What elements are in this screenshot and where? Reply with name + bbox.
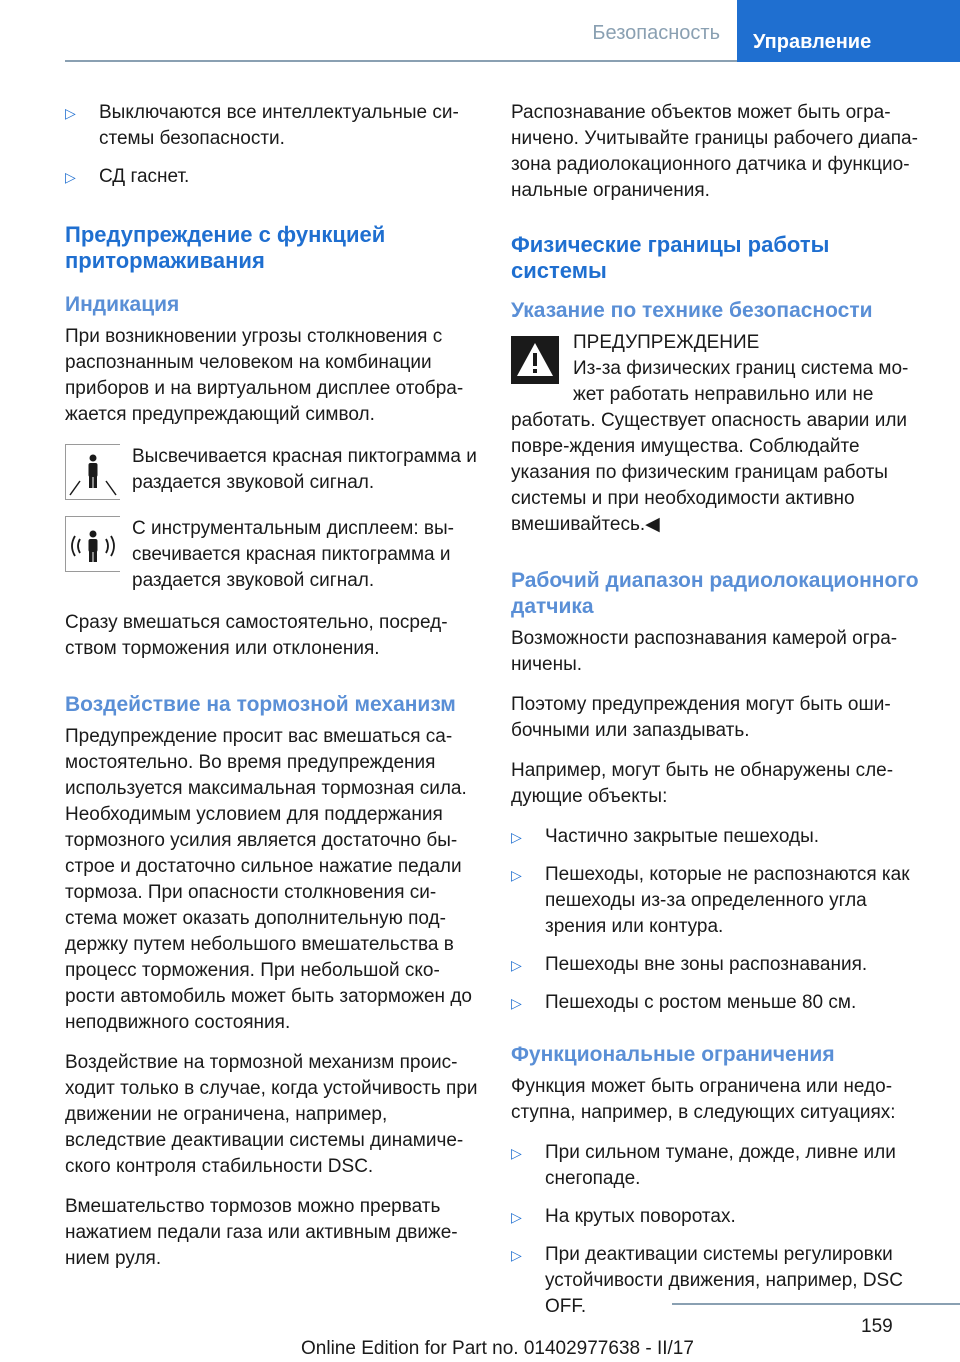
subsection-heading: Воздействие на тормозной механизм xyxy=(65,693,456,716)
list-item-text: Пешеходы вне зоны распознавания. xyxy=(545,954,868,975)
section-heading: Физические границы работы системы xyxy=(511,232,830,283)
list-item-text: Пешеходы с ростом меньше 80 см. xyxy=(545,992,857,1013)
paragraph: Вмешательство тормозов можно прервать нажатием педали газа или активным движе-нием руля. xyxy=(65,1196,458,1269)
paragraph: Функция может быть ограничена или недо-ступна, например, в следующих ситуациях: xyxy=(511,1076,896,1123)
list-item xyxy=(511,1140,931,1192)
bullet-marker: ▷ xyxy=(511,995,522,1011)
list-item xyxy=(511,952,931,978)
section-heading: Предупреждение с функцией притормаживания xyxy=(65,222,386,273)
paragraph: Сразу вмешаться самостоятельно, посред-ством торможения или отклонения. xyxy=(65,612,448,659)
right-column xyxy=(511,100,931,1332)
bullet-marker: ▷ xyxy=(65,105,76,121)
list-item-text: Выключаются все интеллектуальные си-стемы безопасности. xyxy=(99,102,459,149)
bullet-marker: ▷ xyxy=(511,1247,522,1263)
list-item-text: При деактивации системы регулировки устойчивости движения, например, DSC OFF. xyxy=(545,1244,903,1317)
left-column xyxy=(65,100,479,1272)
bullet-marker: ▷ xyxy=(511,1145,522,1161)
active-section-tab xyxy=(737,0,960,62)
subsection-heading: Функциональные ограничения xyxy=(511,1043,835,1066)
list-item-text: На крутых поворотах. xyxy=(545,1206,736,1227)
list-item xyxy=(511,990,931,1016)
paragraph: Распознавание объектов может быть огра-ничено. Учитывайте границы рабочего диапа-зона радиолокационного датчика и функцио-нальные ограничения. xyxy=(511,102,918,201)
list-item xyxy=(511,1204,931,1230)
subsection-heading: Индикация xyxy=(65,293,180,316)
paragraph: Например, могут быть не обнаружены сле-дующие объекты: xyxy=(511,760,894,807)
list-item xyxy=(65,164,479,190)
bullet-marker: ▷ xyxy=(511,829,522,845)
paragraph: Предупреждение просит вас вмешаться са-мостоятельно. Во время предупреждения используется максимальная тормозная сила. Необходимым условием для поддержания тормозного усилия является достаточно бы-строе и достаточно сильное нажатие педали тормоза. При опасности столкновения си-стема может оказать дополнительную под-держку путем небольшого вмешательства в процесс торможения. При небольшой ско-рости автомобиль может быть заторможен до неподвижного состояния. xyxy=(65,726,472,1033)
active-section-label: Управление xyxy=(753,31,872,53)
bullet-marker: ▷ xyxy=(65,169,76,185)
warning-triangle-icon xyxy=(511,336,559,384)
page-header xyxy=(0,0,960,62)
page-number: 159 xyxy=(861,1316,893,1337)
footer-rule xyxy=(672,1303,960,1305)
list-item-text: СД гаснет. xyxy=(99,166,190,187)
paragraph: Воздействие на тормозной механизм проис-ходит только в случае, когда устойчивость при движении не ограничена, например, вследствие деактивации системы динамиче-ского контроля стабильности DSC. xyxy=(65,1052,478,1177)
pictogram-row xyxy=(65,444,479,500)
pedestrian-warning-icon xyxy=(65,444,120,500)
list-item-text: Частично закрытые пешеходы. xyxy=(545,826,820,847)
list-item-text: При сильном тумане, дожде, ливне или снегопаде. xyxy=(545,1142,896,1189)
subsection-heading: Указание по технике безопасности xyxy=(511,299,873,322)
list-item xyxy=(511,824,931,850)
warning-heading: ПРЕДУПРЕЖДЕНИЕ xyxy=(573,332,760,353)
list-item-text: Пешеходы, которые не распознаются как пешеходы из-за определенного угла зрения или контура. xyxy=(545,864,910,937)
section-tab: Безопасность xyxy=(592,22,720,44)
pictogram-description: Высвечивается красная пиктограмма и раздается звуковой сигнал. xyxy=(132,446,477,493)
edition-note: Online Edition for Part no. 01402977638 - II/17 xyxy=(301,1338,694,1359)
header-rule xyxy=(65,60,737,62)
list-item xyxy=(511,1242,931,1320)
list-item xyxy=(511,862,931,940)
subsection-heading: Рабочий диапазон радиолокационного датчика xyxy=(511,569,919,618)
paragraph: Поэтому предупреждения могут быть оши-бочными или запаздывать. xyxy=(511,694,891,741)
bullet-marker: ▷ xyxy=(511,867,522,883)
pictogram-description: С инструментальным дисплеем: вы-свечивается красная пиктограмма и раздается звуковой сигнал. xyxy=(132,518,455,591)
warning-text: Из-за физических границ система мо-жет работать неправильно или не работать. Существует опасность аварии или повре-ждения имущества. Соблюдайте указания по физическим границам работы системы и при необходимости активно вмешивайтесь.◀ xyxy=(511,358,909,535)
bullet-marker: ▷ xyxy=(511,1209,522,1225)
pictogram-row xyxy=(65,516,479,594)
list-item xyxy=(65,100,479,152)
pedestrian-sound-warning-icon xyxy=(65,516,120,572)
warning-block xyxy=(511,330,931,538)
bullet-marker: ▷ xyxy=(511,957,522,973)
paragraph: Возможности распознавания камерой огра-ничены. xyxy=(511,628,898,675)
paragraph: При возникновении угрозы столкновения с распознанным человеком на комбинации приборов и на виртуальном дисплее отобра-жается предупреждающий символ. xyxy=(65,326,464,425)
